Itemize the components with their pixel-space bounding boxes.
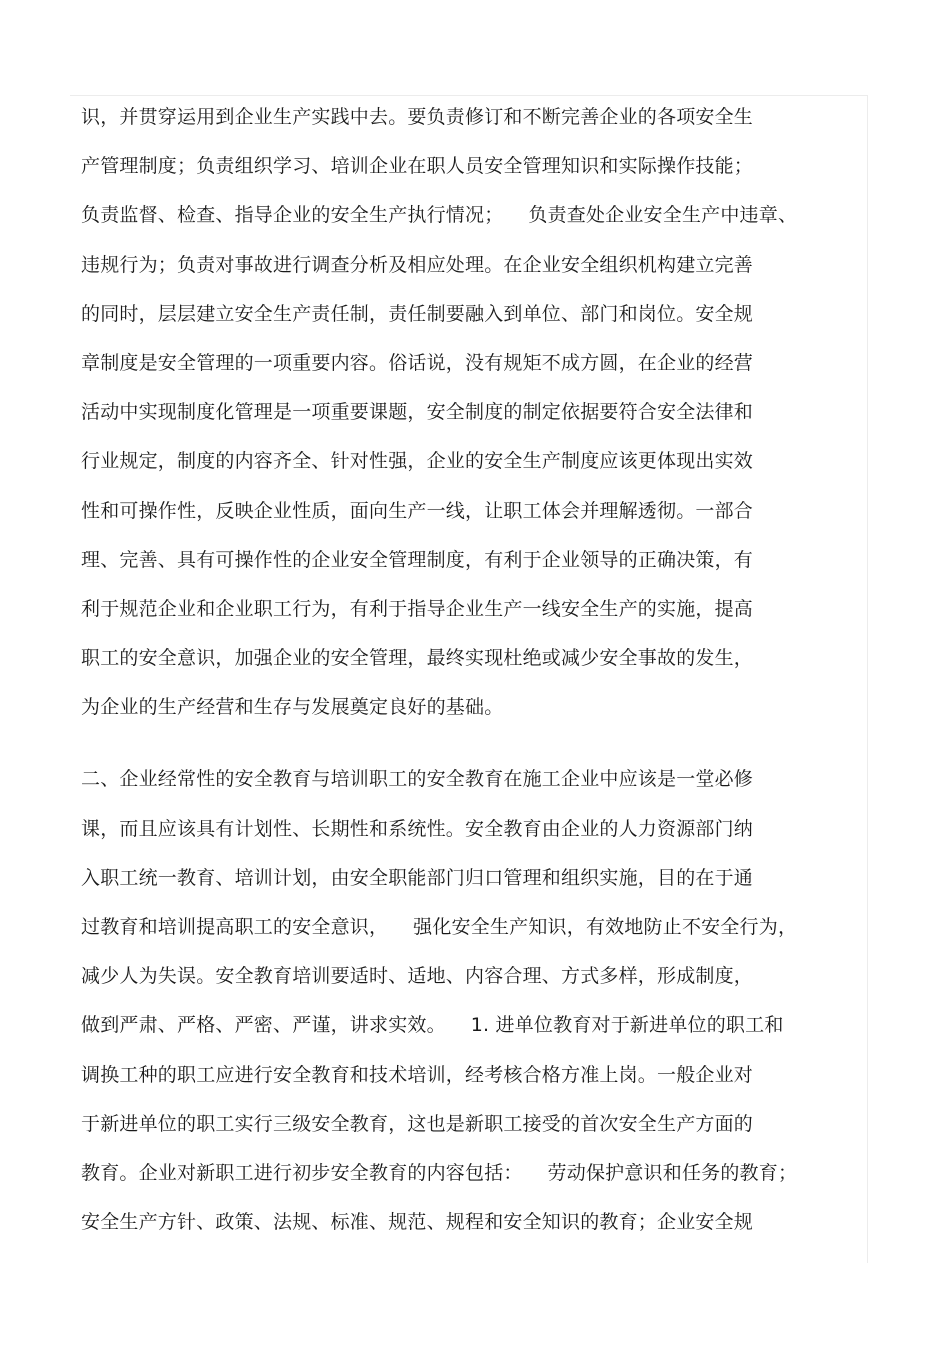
text-line: 二、企业经常性的安全教育与培训职工的安全教育在施工企业中应该是一堂必修 bbox=[81, 768, 754, 791]
text-line: 为企业的生产经营和生存与发展奠定良好的基础。 bbox=[81, 696, 504, 719]
paragraph-2 bbox=[81, 761, 861, 1253]
paragraph-1 bbox=[81, 99, 861, 738]
text-line: 违规行为；负责对事故进行调查分析及相应处理。在企业安全组织机构建立完善 bbox=[81, 253, 754, 276]
text-line: 识，并贯穿运用到企业生产实践中去。要负责修订和不断完善企业的各项安全生 bbox=[81, 106, 754, 128]
text-line: 课，而且应该具有计划性、长期性和系统性。安全教育由企业的人力资源部门纳 bbox=[81, 817, 754, 840]
text-line: 过教育和培训提高职工的安全意识， 强化安全生产知识，有效地防止不安全行为， bbox=[81, 916, 798, 938]
text-line: 于新进单位的职工实行三级安全教育，这也是新职工接受的首次安全生产方面的 bbox=[81, 1112, 754, 1135]
text-line: 职工的安全意识，加强企业的安全管理，最终实现杜绝或减少安全事故的发生， bbox=[81, 647, 754, 670]
text-line: 性和可操作性，反映企业性质，面向生产一线，让职工体会并理解透彻。一部合 bbox=[81, 499, 754, 522]
text-line: 章制度是安全管理的一项重要内容。俗话说，没有规矩不成方圆，在企业的经营 bbox=[81, 351, 754, 374]
text-line: 调换工种的职工应进行安全教育和技术培训，经考核合格方准上岗。一般企业对 bbox=[81, 1063, 754, 1086]
text-line: 行业规定，制度的内容齐全、针对性强，企业的安全生产制度应该更体现出实效 bbox=[81, 450, 754, 473]
text-line: 做到严肃、严格、严密、严谨，讲求实效。 1. 进单位教育对于新进单位的职工和 bbox=[81, 1014, 784, 1037]
text-line: 安全生产方针、政策、法规、标准、规范、规程和安全知识的教育；企业安全规 bbox=[81, 1211, 754, 1234]
text-line: 理、完善、具有可操作性的企业安全管理制度，有利于企业领导的正确决策，有 bbox=[81, 548, 754, 571]
text-line: 利于规范企业和企业职工行为，有利于指导企业生产一线安全生产的实施，提高 bbox=[81, 597, 754, 620]
text-line: 教育。企业对新职工进行初步安全教育的内容包括： 劳动保护意识和任务的教育； bbox=[81, 1161, 798, 1184]
paragraph-spacer bbox=[81, 738, 861, 761]
text-line: 的同时，层层建立安全生产责任制，责任制要融入到单位、部门和岗位。安全规 bbox=[81, 302, 754, 325]
document-body bbox=[81, 99, 861, 1253]
text-line: 入职工统一教育、培训计划，由安全职能部门归口管理和组织实施，目的在于通 bbox=[81, 866, 754, 889]
text-line: 负责监督、检查、指导企业的安全生产执行情况； 负责查处企业安全生产中违章、 bbox=[81, 204, 798, 227]
text-line: 产管理制度；负责组织学习、培训企业在职人员安全管理知识和实际操作技能； bbox=[81, 155, 754, 178]
text-line: 减少人为失误。安全教育培训要适时、适地、内容合理、方式多样，形成制度， bbox=[81, 965, 754, 988]
text-line: 活动中实现制度化管理是一项重要课题，安全制度的制定依据要符合安全法律和 bbox=[81, 401, 754, 424]
